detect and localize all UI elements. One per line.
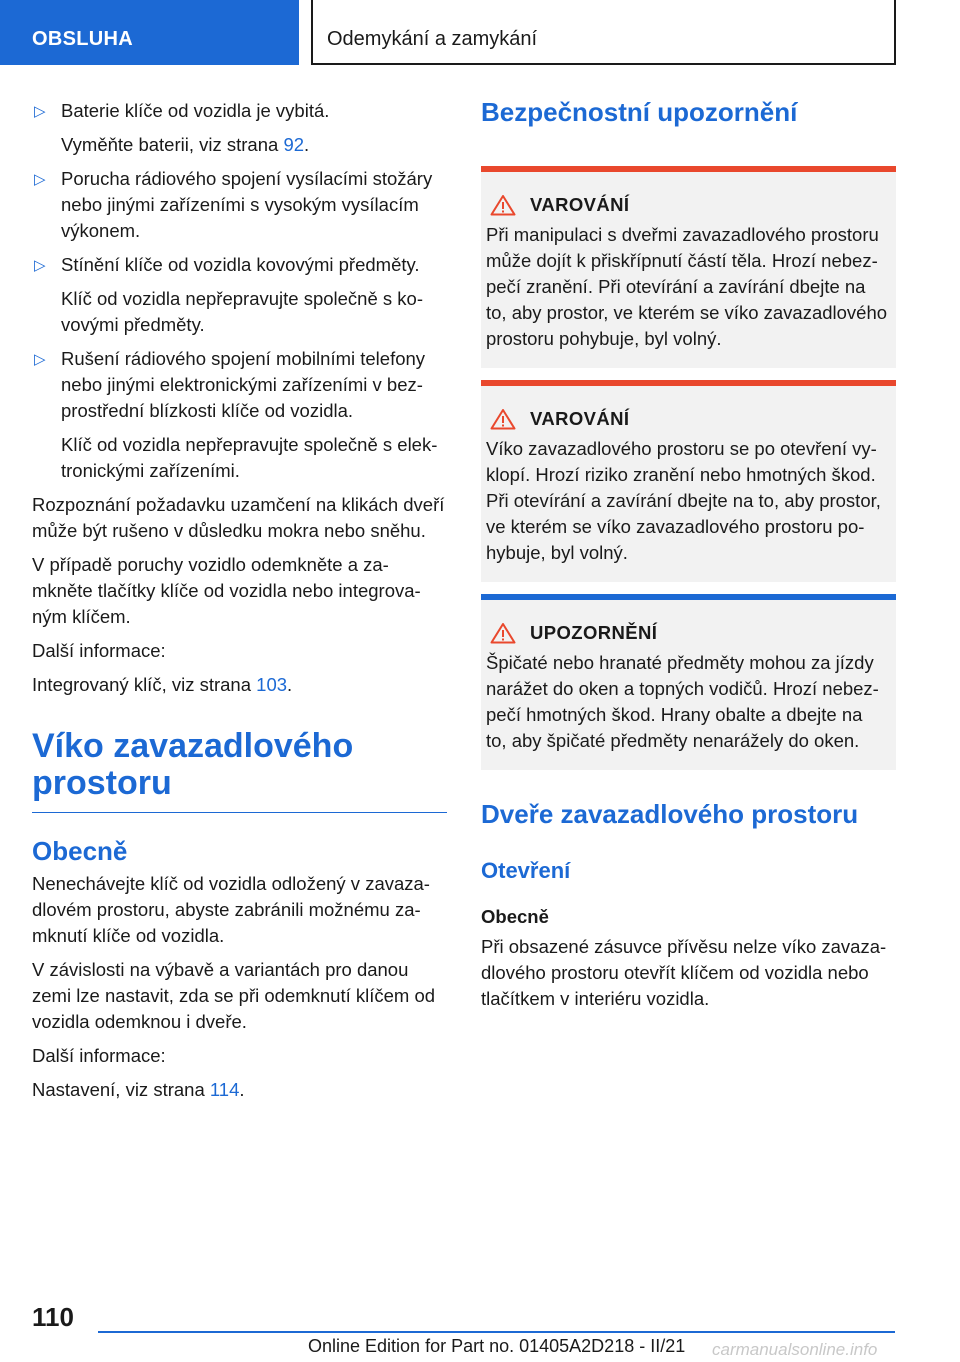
more-info-label: Další informace: bbox=[32, 1045, 166, 1066]
warning-title: VAROVÁNÍ bbox=[530, 408, 630, 429]
page-link[interactable]: 114 bbox=[209, 1079, 240, 1100]
section-title: OBSLUHA bbox=[32, 28, 133, 50]
triangle-right-icon: ▷ bbox=[34, 351, 46, 368]
paragraph: V závislosti na výbavě a variantách pro danou zemi lze nastavit, zda se při odemknutí klíčem od vozidla odemknou i dveře. bbox=[32, 959, 436, 1032]
warning-title: VAROVÁNÍ bbox=[530, 194, 630, 215]
bullet-item: ▷ Baterie klíče od vozidla je vybitá. bbox=[32, 98, 447, 124]
paragraph: V případě poruchy vozidlo odemkněte a za-mkněte tlačítky klíče od vozidla nebo integrova-ným klíčem. bbox=[32, 554, 421, 627]
bullet-sub: Vyměňte baterii, viz strana 92. bbox=[61, 134, 310, 155]
warning-triangle-icon bbox=[490, 194, 516, 216]
warning-box bbox=[481, 380, 896, 582]
more-info-label: Další informace: bbox=[32, 640, 166, 661]
minor-heading: Otevření bbox=[481, 858, 571, 883]
bullet-item: ▷ Porucha rádiového spojení vysílacími stožáry nebo jinými zařízeními s vysokým vysílacím výkonem. bbox=[34, 168, 433, 241]
caution-title: UPOZORNĚNÍ bbox=[530, 622, 658, 643]
warning-text: Při manipulaci s dveřmi zavazadlového prostoru může dojít k přiskřípnutí částí těla. Hrozí nebez-pečí zranění. Při otevírání a zavírání dbejte na to, aby prostor, ve kterém se víko zavazadlového prostoru pohybuje, byl volný. bbox=[486, 224, 888, 349]
reference: Integrovaný klíč, viz strana 103. bbox=[32, 674, 293, 695]
bullet-item: ▷ Rušení rádiového spojení mobilními telefony nebo jinými elektronickými zařízeními v bez-prostřední blízkosti klíče od vozidla. bbox=[34, 348, 426, 421]
paragraph: Rozpoznání požadavku uzamčení na klikách dveří může být rušeno v důsledku mokra nebo sněhu. bbox=[32, 494, 445, 541]
right-column bbox=[481, 98, 896, 1020]
paragraph: Při obsazené zásuvce přívěsu nelze víko zavaza-dlového prostoru otevřít klíčem od vozidla nebo tlačítkem v interiéru vozidla. bbox=[481, 936, 887, 1009]
page-link[interactable]: 92 bbox=[283, 134, 305, 155]
bullet-sub: Klíč od vozidla nepřepravujte společně s elek-tronickými zařízeními. bbox=[61, 434, 438, 481]
section-tab bbox=[0, 0, 299, 65]
edition-text: Online Edition for Part no. 01405A2D218 - II/21 bbox=[308, 1336, 686, 1356]
bullet-sub: Klíč od vozidla nepřepravujte společně s ko-vovými předměty. bbox=[61, 288, 423, 335]
left-column bbox=[32, 98, 447, 1111]
triangle-right-icon: ▷ bbox=[34, 103, 46, 120]
warning-triangle-icon bbox=[490, 622, 516, 644]
warning-text: Víko zavazadlového prostoru se po otevření vy-klopí. Hrozí riziko zranění nebo hmotných škod. Při otevírání a zavírání dbejte na to, aby prostor, ve kterém se víko zavazadlového prostoru po-hybuje, byl volný. bbox=[486, 438, 881, 563]
section-heading: Víko zavazadlového prostoru bbox=[32, 728, 447, 813]
bullet-item: ▷ Stínění klíče od vozidla kovovými předměty. bbox=[32, 252, 447, 278]
safety-heading: Bezpečnostní upozornění bbox=[481, 97, 798, 127]
paragraph: Nenechávejte klíč od vozidla odložený v zavaza-dlovém prostoru, abyste zabránili možnému za-mknutí klíče od vozidla. bbox=[32, 873, 430, 946]
reference: Nastavení, viz strana 114. bbox=[32, 1079, 245, 1100]
caution-text: Špičaté nebo hranaté předměty mohou za jízdy narážet do oken a topných vodičů. Hrozí nebez-pečí hmotných škod. Hrany obalte a dbejte na to, aby špičaté předměty nenarážely do oken. bbox=[486, 652, 879, 751]
triangle-right-icon: ▷ bbox=[34, 257, 46, 274]
subsection-heading: Obecně bbox=[32, 836, 128, 866]
warning-box bbox=[481, 166, 896, 368]
warning-triangle-icon bbox=[490, 408, 516, 430]
bold-heading: Obecně bbox=[481, 906, 549, 927]
chapter-box bbox=[311, 0, 896, 65]
caution-box bbox=[481, 594, 896, 770]
chapter-title: Odemykání a zamykání bbox=[327, 28, 538, 50]
footer-divider bbox=[98, 1331, 895, 1333]
page-number: 110 bbox=[32, 1302, 74, 1332]
watermark: carmanualsonline.info bbox=[712, 1340, 878, 1359]
triangle-right-icon: ▷ bbox=[34, 171, 46, 188]
page-link[interactable]: 103 bbox=[256, 674, 288, 695]
subsection-heading: Dveře zavazadlového prostoru bbox=[481, 799, 859, 829]
